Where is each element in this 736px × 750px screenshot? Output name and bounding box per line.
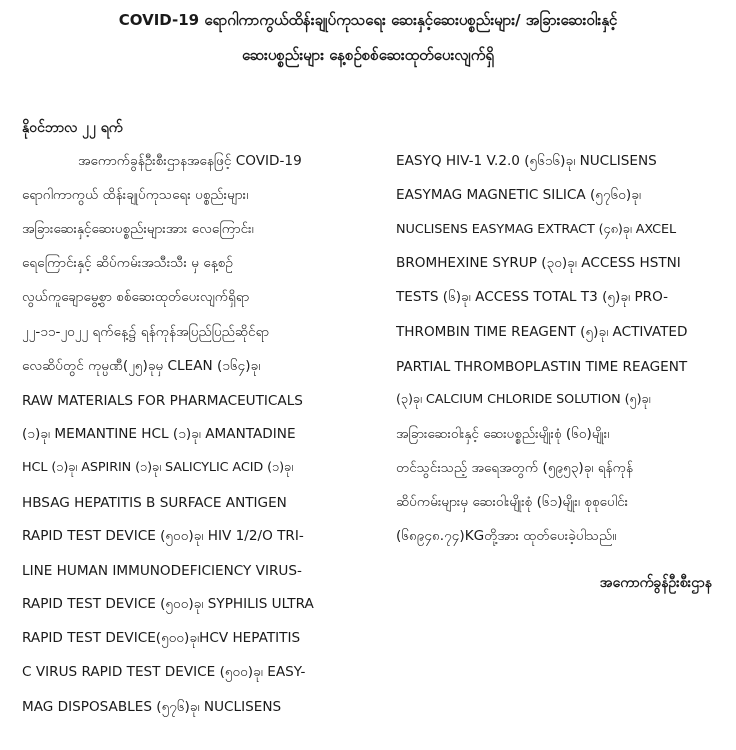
dateline: နိုဝင်ဘာလ ၂၂ ရက် <box>22 120 123 136</box>
body-line: လွယ်ကူချောမွေ့စွာ စစ်ဆေးထုတ်ပေးလျက်ရှိရာ <box>22 289 250 306</box>
body-line: PARTIAL THROMBOPLASTIN TIME REAGENT <box>396 358 688 375</box>
body-line: RAPID TEST DEVICE(၅၀၀)ခု၊HCV HEPATITIS <box>22 630 301 647</box>
body-line: THROMBIN TIME REAGENT (၅)ခု၊ ACTIVATED <box>396 323 688 340</box>
article-title-line-2: ဆေးပစ္စည်းများ နေ့စဉ်စစ်ဆေးထုတ်ပေးလျက်ရှိ <box>241 46 495 64</box>
article-title-line-1: COVID-19 ရောဂါကာကွယ်ထိန်းချုပ်ကုသရေး ဆေးနှင့်ဆေးပစ္စည်းများ/ အခြားဆေးဝါးနှင့် <box>118 11 618 29</box>
body-line: BROMHEXINE SYRUP (၃၀)ခု၊ ACCESS HSTNI <box>396 255 681 272</box>
body-column-right <box>396 145 720 554</box>
body-line: ဆိပ်ကမ်းများမှ ဆေးဝါးမျိုးစုံ (၆၁)မျိုး၊ စုစုပေါင်း <box>396 493 629 510</box>
body-line: TESTS (၆)ခု၊ ACCESS TOTAL T3 (၅)ခု၊ PRO- <box>396 289 669 306</box>
body-line: MAG DISPOSABLES (၅၇၆)ခု၊ NUCLISENS <box>22 698 282 715</box>
body-line: HCL (၁)ခု၊ ASPIRIN (၁)ခု၊ SALICYLIC ACID (၁)ခု၊ <box>22 460 293 476</box>
body-line: EASYQ HIV-1 V.2.0 (၅၆၁၆)ခု၊ NUCLISENS <box>396 153 657 170</box>
body-column-left <box>22 145 346 725</box>
body-line: C VIRUS RAPID TEST DEVICE (၅၀၀)ခု၊ EASY- <box>22 664 306 681</box>
body-line: အခြားဆေးဝါးနှင့် ဆေးပစ္စည်းမျိုးစုံ (၆၀)မျိုး၊ <box>396 425 610 442</box>
body-line: (၆၈၉၄၈.၇၄)KGတို့အား ထုတ်ပေးခဲ့ပါသည်။ <box>396 528 617 545</box>
signature: အကောက်ခွန်ဦးစီးဌာန <box>599 575 712 591</box>
body-line: LINE HUMAN IMMUNODEFICIENCY VIRUS- <box>22 563 302 580</box>
body-line: အခြားဆေးနှင့်ဆေးပစ္စည်းများအား လေကြောင်း၊ <box>22 221 254 238</box>
body-line: (၁)ခု၊ MEMANTINE HCL (၁)ခု၊ AMANTADINE <box>22 425 296 442</box>
body-line: ရေကြောင်းနှင့် ဆိပ်ကမ်းအသီးသီး မှ နေ့စဉ် <box>22 255 233 272</box>
body-line: HBSAG HEPATITIS B SURFACE ANTIGEN <box>22 494 287 511</box>
body-line: ၂၂-၁၁-၂၀၂၂ ရက်နေ့၌ ရန်ကုန်အပြည်ပြည်ဆိုင်ရာ <box>22 323 269 340</box>
body-line: RAPID TEST DEVICE (၅၀၀)ခု၊ SYPHILIS ULTRA <box>22 596 314 613</box>
body-line: အကောက်ခွန်ဦးစီးဌာနအနေဖြင့် COVID-19 <box>78 153 302 170</box>
body-line: ရောဂါကာကွယ် ထိန်းချုပ်ကုသရေး ပစ္စည်းများ၊ <box>22 187 249 204</box>
body-line: (၃)ခု၊ CALCIUM CHLORIDE SOLUTION (၅)ခု၊ <box>396 392 651 408</box>
body-line: NUCLISENS EASYMAG EXTRACT (၄၈)ခု၊ AXCEL <box>396 221 676 237</box>
body-line: RAPID TEST DEVICE (၅၀၀)ခု၊ HIV 1/2/O TRI- <box>22 528 304 545</box>
body-line: EASYMAG MAGNETIC SILICA (၅၇၆၀)ခု၊ <box>396 187 641 204</box>
body-line: RAW MATERIALS FOR PHARMACEUTICALS <box>22 392 303 409</box>
body-line: တင်သွင်းသည့် အရေအတွက် (၅၉၅၃)ခု၊ ရန်ကုန် <box>396 459 634 476</box>
body-line: လေဆိပ်တွင် ကုမ္ပဏီ(၂၅)ခုမှ CLEAN (၁၆၄)ခု၊ <box>22 357 261 374</box>
